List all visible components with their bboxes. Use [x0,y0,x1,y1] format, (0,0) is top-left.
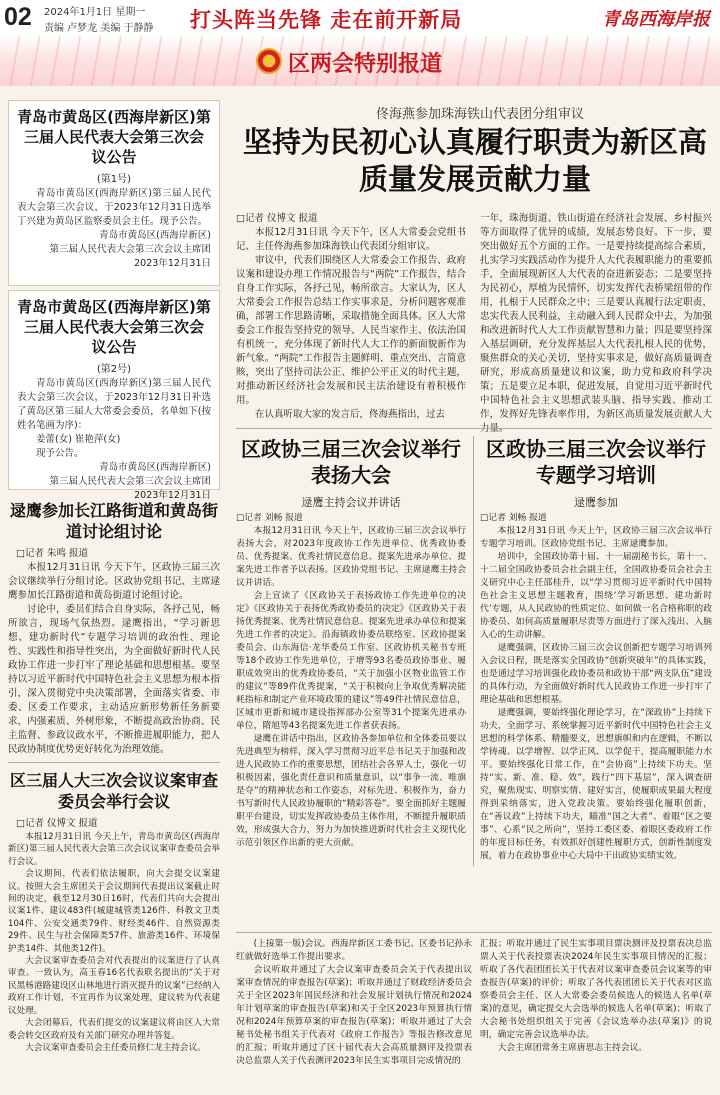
notice-names: 姜蕾(女) 崔艳萍(女) [36,434,121,445]
article-paragraph: 本报12月31日讯 今天下午，区人大常委会党组书记、主任佟海燕参加珠海铁山代表团分组审议。 [236,227,466,252]
article-paragraph: 本报12月31日讯 今天上午，青岛市黄岛区(西海岸新区)第三届人民代表大会第三次会议议案审查委员会举行会议。 [8,832,220,867]
notice-sign-2: 第三届人民代表大会第三次会议主席团 [49,244,211,255]
slogan: 打头阵当先锋 走在前开新局 [190,8,463,32]
article-paragraph: 会议期间，代表们依法履职，向大会提交议案建议。按照大会主席团关于会议期间代表提出议案截止时间的决定，截至12月30日16时，代表们共向大会提出议案1件、建议483件(城建城管类126件、科教文卫类104件、公安交通类79件、财经类46件、自然资源类29件、民生与社会保障类57件、旅游类16件、环境保护类14件、其他类12件)。 [8,869,220,954]
article-paragraph: 一年，珠海街道、铁山街道在经济社会发展、乡村振兴等方面取得了优异的成绩，发展态势良好。下一步，要突出做好五个方面的工作。一是要持续提高综合素质，扎实学习实践活动作为提升人大代表履职能力的重要抓手，全面展现新区人大代表的奋进新姿态；二是要坚持为民初心，厚植为民情怀，切实发挥代表桥梁纽带的作用，扎根于人民群众之中；三是要认真履行法定职责，忠实代表人民利益，主动融入到人民群众中去，为加强和改进新时代人大工作贡献智慧和力量；四是要坚持深入基层调研，充分发挥基层人大代表扎根人民的优势，聚焦群众的关心关切，坚持实事求是，做好高质量调查研究，形成高质量建议和议案，助力党和政府科学决策；五是要立足本职，促进发展，自觉用习近平新时代中国特色社会主义思想武装头脑、指导实践、推动工作，发挥好先锋表率作用，为新区高质量发展贡献人大 [480,213,712,420]
article-paragraph: 逯鹰强调，区政协三届三次会议创新把专题学习培训列入会议日程，既是落实全国政协“创新突破年”的具体实践，也是通过学习培训强化政协委员和政协干部“两支队伍”建设的具体行动，为全面做好新时代人民政协工作进一步打牢了理论基础和思想根基。 [480,643,712,705]
article-paragraph: 大会议案审查委员会对代表提出的议案进行了认真审查。一致认为，高玉春16名代表联名提出的“关于对民黑杨港路建设区山林地进行消灭提升的议案”已经纳入政府工作计划，不宜再作为议案处理，建议转为代表建议处理。 [8,956,220,1016]
divider [236,932,712,933]
mid-article-2-body [480,512,712,863]
article-paragraph: 汇报；听取并通过了民生实事项目票决测评及投票表决总监票人关于代表投票表决2024年民生实事项目情况的汇报；听取了各代表团团长关于代表对议案审查委员会议案等的审查报告(草案)的评价；听取了各代表团团长关于代表对区监察委员会主任、区人大常委会委员候选人的候选人名单(草案)的意见，确定提交大会选举的候选人名单(草案)；听取了大会秘书处组织组关于完善《会议选举办法(草案)》的说明，确定完善会议选举办法。 [480,939,712,1040]
article-paragraph: 在认真听取大家的发言后，佟海燕指出，过去 [255,409,446,420]
main-column-1 [236,212,466,422]
notice-sign-2: 第三届人民代表大会第三次会议主席团 [49,476,211,487]
article-paragraph: 会议听取并通过了大会议案审查委员会关于代表提出议案审查情况的审查报告(草案)；听取并通过了财政经济委员会关于全区2023年国民经济和社会发展计划执行情况和2024年计划草案的审查报告(草案)和关于全区2023年预算执行情况和2024年预算草案的审查报告(草案)；听取并通过了大会秘书处秘书组关于代表对《政府工作报告》等报告修改意见的汇报；听取并通过了区十届代表大会高质量测评及投票表决总监票人关于代表测评2023年民生实事项目完成情况的 [236,965,472,1066]
article-byline: □记者 朱鸣 报道 [16,548,89,559]
article-title: 区三届人大三次会议议案审查委员会举行会议 [9,771,218,811]
divider [236,428,712,429]
main-kicker: 佟海燕参加珠海铁山代表团分组审议 [375,107,584,122]
main-headline: 坚持为民初心认真履行职责为新区高质量发展贡献力量 [242,125,707,196]
article-paragraph: 大会议案审查委员会主任委员修仁龙主持会议。 [25,1042,206,1053]
newspaper-logo: 青岛西海岸报 [602,9,710,30]
article-paragraph: 审议中，代表们围绕区人大常委会工作报告、政府议案和建设办理工作情况报告与“两院”工作报告，结合自身工作实际，各抒己见，畅所欲言。大家认为，区人大常委会工作报告总结工作实事求是，分析问题客观准确，部署工作思路清晰，采取措施全面具体。区人大常委会工作报告坚持党的领导、人民当家作主、依法治国有机统一，充分体现了新时代人大工作的新面貌新作为新气象。“两院”工作报告主题鲜明、重点突出、言简意赅，突出了坚持司法公正、维护公平正义的时代主题，对推动新区经济社会发展和民主法治建设有着积极作用。 [236,255,466,406]
article-paragraph: (上接第一版)会议。西海岸新区工委书记、区委书记孙永红就做好选举工作提出要求。 [236,939,472,962]
page-number: 02 [4,3,32,31]
page-header [0,0,720,36]
continuation-column-2 [480,938,712,1055]
notice-1 [8,100,220,286]
article-title: 区政协三届三次会议举行专题学习培训 [486,437,706,487]
article-subtitle: 逯鹰主持会议并讲话 [301,496,401,509]
article-paragraph: 逯鹰在讲话中指出，区政协各参加单位和全体委员要以先进典型为榜样，深入学习贯彻习近平总书记关于加强和改进人民政协工作的重要思想，团结社会各界人士，强化一切积极因素，强化责任意识和质量意识，以“事争一流、唯旗是夺”的精神状态和工作姿态，对标先进、积极作为，奋力书写新时代人民政协履职的“精彩答卷”。要全面抓好主题履职平台建设，切实发挥政协委员主体作用，不断提升履职质效，形成强大合力，努力为加快推进新时代社会主义现代化示范引领区作出新的更大贡献。 [236,734,466,848]
article-byline: □记者 刘畅 报道 [480,513,547,523]
main-column-2 [480,212,712,436]
notice-title: 青岛市黄岛区(西海岸新区)第三届人民代表大会第三次会议公告 [17,298,211,356]
article-title: 逯鹰参加长江路街道和黄岛街道讨论组讨论 [9,501,218,541]
article-paragraph: 大会主席团常务主席唐思志主持会议。 [497,1043,648,1053]
article-paragraph: 大会闭幕后，代表们提交的议案建议将由区人大常委会转交区政府及有关部门研究办理并答复。 [8,1018,220,1041]
left-article-2 [8,770,220,1054]
column-divider [473,436,474,866]
mid-article-1-body [236,512,466,850]
notice-tail: 现予公告。 [36,448,84,459]
article-byline: □记者 仪博文 报道 [236,213,318,224]
left-article-1 [8,500,220,757]
notice-sign-1: 青岛市黄岛区(西海岸新区) [99,462,211,473]
article-paragraph: 本报12月31日讯 今天下午，区政协三届三次会议继续举行分组讨论。区政协党组书记、主席逯鹰参加长江路街道和黄岛街道讨论组讨论。 [8,562,220,601]
date-line: 2024年1月1日 星期一 [44,7,146,18]
article-subtitle: 逯鹰参加 [574,496,618,509]
article-paragraph: 会上宣读了《区政协关于表扬政协工作先进单位的决定》《区政协关于表扬优秀政协委员的决定》《区政协关于表扬优秀提案、优秀社情民意信息、提案先进承办单位和提案先进工作者的决定》。沿海镇政协委员联络室、区政协提案委员会、山东海信·龙华委员工作室、区政协机关秘书专班等18个政协工作先进单位，于增等93名委员政协事业、履职成效突出的优秀政协委员，“关于加强小区物业监管工作的建议”等89件优秀提案，“关于积极向上争取优秀解决能耗指标和制定产业环境政策的建议”等49件社情民意信息，区城市更新和城市建设指挥部办公室等31个提案先进承办单位，隋旭等43名提案先进工作者获表扬。 [236,591,466,731]
article-title: 区政协三届三次会议举行表扬大会 [241,437,461,487]
article-byline: □记者 仪博文 报道 [16,818,98,829]
article-paragraph: 逯鹰强调，要始终强化理论学习，在“深政协”上持续下功夫，全面学习、系统掌握习近平新时代中国特色社会主义思想的科学体系、精髓要义，思想旗帜和内在逻辑，不断以学铸魂、以学增智、以学正风、以学促干，提高履职能力水平。要始终强化日常工作，在“会协商”上持续下功夫。坚持“实、新、准、稳、效”，践行“四下基层”，深入调查研究，聚焦现实、明察实情、建好实言，使履职成果最大程度得到采纳落实，进入党政决策。要始终强化履职创新，在“善议政”上持续下功夫，瞄准“国之大者”、着眼“区之要事”、心系“民之所向”，坚持工委区委、着眼区委政府工作的年度目标任务，有效抓好创建性履职方式，创新性制度发展，着力在政协事业中心大局中干出政协实绩实效。 [480,708,712,861]
article-paragraph: 本报12月31日讯 今天上午，区政协三届三次会议举行表扬大会，对2023年度政协工作先进单位、优秀政协委员、优秀提案、优秀社情民意信息、提案先进承办单位、提案先进工作者予以表扬。区政协党组书记、主席逯鹰主持会议并讲话。 [236,526,466,588]
editors-line: 责编 卢梦龙 美编 于静静 [44,23,154,34]
article-paragraph: 本报12月31日讯 今天上午，区政协三届三次会议举行专题学习培训。区政协党组书记、主席逯鹰参加。 [480,526,712,549]
notice-body: 青岛市黄岛区(西海岸新区)第三届人民代表大会第三次会议，于2023年12月31日补选了黄岛区第三届人大常委会委员，名单如下(按姓名笔画为序)： [17,378,211,431]
notice-2 [8,290,220,501]
special-report-title: 区两会特别报道 [288,52,443,77]
national-emblem-icon [256,48,282,74]
divider [8,762,220,763]
notice-number: (第1号) [96,174,132,185]
article-paragraph: 培训中，全国政协第十届、十一届副秘书长，第十一、十二届全国政协委员会社会副主任，全国政协委员会社会主义研究中心主任邵桂升，以“学习贯彻习近平新时代中国特色社会主义思想主题教育，围绕‘学习新思想、建功新时代’专题，从人民政协的性质定位、如何做一名合格称职的政协委员、如何高质量履职尽责等方面进行了深入浅出、入脑入心的生动讲解。 [480,552,712,640]
continuation-column-1 [236,938,472,1068]
notice-title: 青岛市黄岛区(西海岸新区)第三届人民代表大会第三次会议公告 [17,108,211,166]
article-paragraph: 讨论中，委员们结合自身实际，各抒己见，畅所欲言，现场气氛热烈。逯鹰指出，“学习新思想、建功新时代”专题学习培训的政治性、理论性、实践性和指导性突出，为全面做好新时代人民政协工作进一步打牢了理论基础和思想根基。要坚持以习近平新时代中国特色社会主义思想为根本指引，深入贯彻党中央决策部署，全面落实省委、市委、区委工作要求，主动适应新形势新任务新要求，内强素质、外树形象，不断提高政治协商、民主监督、参政议政水平，不断推进履职能力，把人民政协制度优势更好转化为治理效能。 [8,604,220,755]
notice-date: 2023年12月31日 [134,258,211,269]
notice-body: 青岛市黄岛区(西海岸新区)第三届人民代表大会第三次会议，于2023年12月31日选举丁兴建为黄岛区监察委员会主任。现予公告。 [17,188,211,227]
notice-date: 2023年12月31日 [134,490,211,501]
notice-number: (第2号) [96,364,132,375]
notice-sign-1: 青岛市黄岛区(西海岸新区) [99,230,211,241]
article-byline: □记者 刘畅 报道 [236,513,303,523]
